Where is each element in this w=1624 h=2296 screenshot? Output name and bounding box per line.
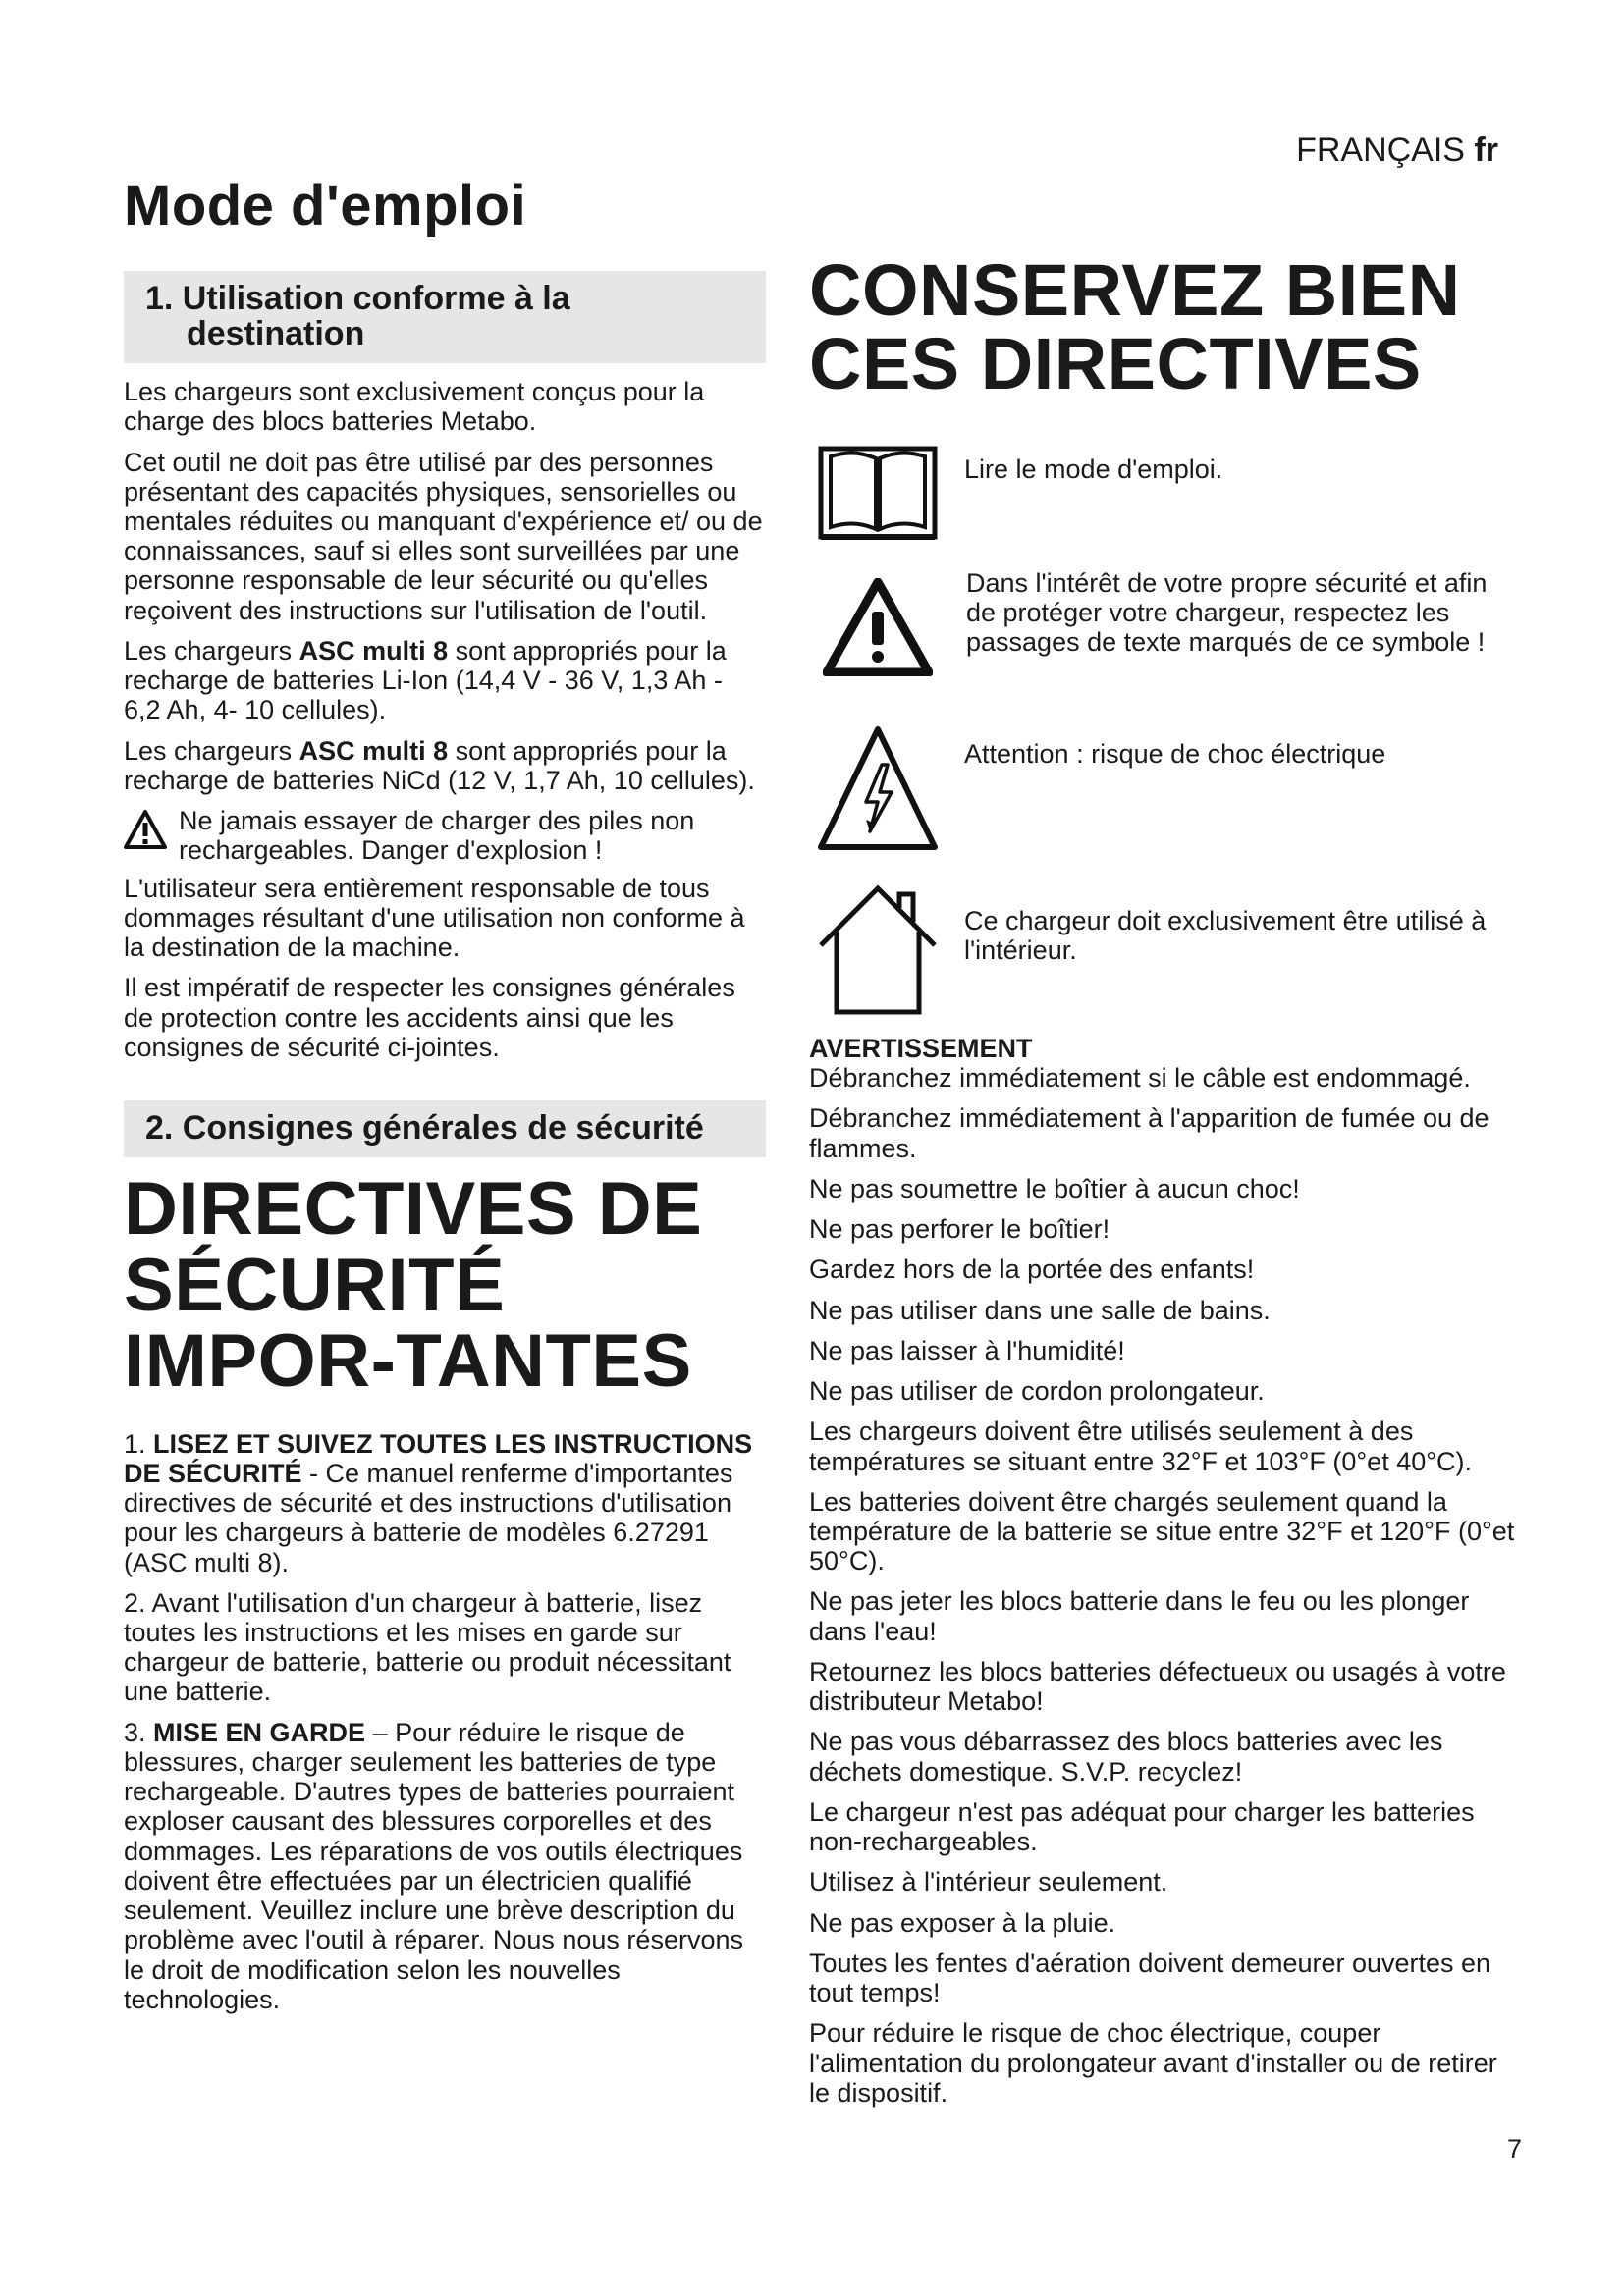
warning-text: Ne jamais essayer de charger des piles non rechargeables. Danger d'explosion !: [179, 806, 695, 866]
warning-list-item: Ne pas utiliser dans une salle de bains.: [809, 1295, 1271, 1325]
page-number: 7: [1506, 2134, 1522, 2163]
safety-directives-heading: DIRECTIVES DE SÉCURITÉ IMPOR-TANTES: [124, 1167, 703, 1404]
warning-list-item: Les batteries doivent être chargés seulement quand la température de la batterie se situe entre 32°F et 120°F (0°et 50°C).: [809, 1486, 1515, 1576]
warning-list-item: Débranchez immédiatement à l'apparition de fumée ou de flammes.: [809, 1103, 1489, 1163]
text: - Ce manuel renferme d'importantes directives de sécurité et des instructions d'utilisation pour les chargeurs à batterie de modèles 6.27291 (ASC multi 8).: [124, 1458, 733, 1577]
paragraph-responsibility: L'utilisateur sera entièrement responsable de tous dommages résultant d'une utilisation non conforme à la destination de la machine.: [124, 873, 745, 963]
language-name: FRANÇAIS: [1296, 132, 1465, 169]
section-2-box: [124, 1100, 766, 1157]
text: Les chargeurs: [124, 735, 299, 766]
warning-list-item: Retournez les blocs batteries défectueux ou usagés à votre distributeur Metabo!: [809, 1656, 1506, 1717]
warning-list-item: Ne pas exposer à la pluie.: [809, 1907, 1116, 1938]
paragraph-consignes: Il est impératif de respecter les consignes générales de protection contre les accidents ainsi que les consignes de sécurité ci-jointes.: [124, 973, 735, 1062]
text: Les chargeurs: [124, 635, 299, 666]
item-3: [124, 1718, 766, 2014]
keep-directives-heading: CONSERVEZ BIEN CES DIRECTIVES: [809, 249, 1461, 405]
text: 3.: [124, 1717, 154, 1747]
warning-list-item: Le chargeur n'est pas adéquat pour charger les batteries non-rechargeables.: [809, 1796, 1475, 1857]
warning-row: [124, 806, 766, 865]
symbol-warning: [809, 568, 1516, 706]
paragraph-nicd: [124, 736, 766, 795]
paragraph-purpose: Les chargeurs sont exclusivement conçus pour la charge des blocs batteries Metabo.: [124, 377, 705, 437]
house-icon: [815, 884, 941, 1016]
page-title: Mode d'emploi: [124, 174, 527, 238]
language-label: [1296, 132, 1498, 170]
section-1-box: [124, 271, 766, 363]
warning-list-item: Utilisez à l'intérieur seulement.: [809, 1867, 1168, 1897]
warning-heading: AVERTISSEMENT: [809, 1033, 1033, 1063]
model-name: ASC multi 8: [298, 635, 449, 666]
item-3-bold: MISE EN GARDE: [153, 1717, 366, 1747]
warning-list-item: Gardez hors de la portée des enfants!: [809, 1255, 1255, 1285]
paragraph-liion: [124, 636, 766, 725]
warning-list-item: Les chargeurs doivent être utilisés seulement à des températures se situant entre 32°F et 103°F (0°et 40°C).: [809, 1416, 1473, 1476]
item-2: 2. Avant l'utilisation d'un chargeur à batterie, lisez toutes les instructions et les mises en garde sur chargeur de batterie, batterie ou produit nécessitant une batterie.: [124, 1587, 731, 1707]
warning-list-item: Ne pas utiliser de cordon prolongateur.: [809, 1376, 1265, 1407]
left-column: [124, 271, 766, 2025]
section-1-heading: 1. Utilisation conforme à la destination: [145, 280, 570, 353]
text: sont appropriés pour la recharge de batteries Li-Ion (14,4 V - 36 V, 1,3 Ah - 6,2 Ah, 4- 10 cellules).: [124, 635, 727, 725]
symbol-text: Dans l'intérêt de votre propre sécurité et afin de protéger votre chargeur, respectez les passages de texte marqués de ce symbole !: [966, 567, 1488, 658]
warning-list: [809, 1063, 1516, 2108]
warning-list-item: Débranchez immédiatement si le câble est endommagé.: [809, 1063, 1471, 1094]
electric-shock-icon: [817, 725, 939, 851]
symbol-read-manual: [809, 441, 1516, 545]
warning-triangle-icon: [124, 810, 167, 849]
item-1-bold: LISEZ ET SUIVEZ TOUTES LES INSTRUCTIONS DE SÉCURITÉ: [124, 1428, 753, 1488]
book-icon: [817, 441, 939, 543]
section-2-heading: 2. Consignes générales de sécurité: [145, 1108, 704, 1147]
warning-list-item: Toutes les fentes d'aération doivent demeurer ouvertes en tout temps!: [809, 1948, 1491, 2008]
symbol-text: Ce chargeur doit exclusivement être utilisé à l'intérieur.: [964, 905, 1487, 966]
warning-list-item: Ne pas vous débarrassez des blocs batteries avec les déchets domestique. S.V.P. recyclez!: [809, 1727, 1443, 1787]
warning-list-item: Ne pas soumettre le boîtier à aucun choc!: [809, 1173, 1300, 1203]
warning-triangle-icon: [823, 578, 933, 676]
warning-list-item: Ne pas laisser à l'humidité!: [809, 1335, 1125, 1365]
text: sont appropriés pour la recharge de batteries NiCd (12 V, 1,7 Ah, 10 cellules).: [124, 735, 755, 795]
warning-list-item: Pour réduire le risque de choc électrique, couper l'alimentation du prolongateur avant d'installer ou de retirer le dispositif.: [809, 2018, 1497, 2108]
item-1: [124, 1429, 766, 1577]
symbol-indoor: [809, 884, 1516, 1020]
text: 1.: [124, 1428, 154, 1459]
model-name: ASC multi 8: [298, 735, 449, 766]
language-code: fr: [1474, 132, 1498, 169]
warning-list-item: Ne pas jeter les blocs batterie dans le feu ou les plonger dans l'eau!: [809, 1586, 1470, 1646]
symbol-text: Lire le mode d'emploi.: [964, 454, 1223, 484]
warning-list-item: Ne pas perforer le boîtier!: [809, 1214, 1110, 1245]
symbol-text: Attention : risque de choc électrique: [964, 738, 1386, 769]
right-column: [809, 249, 1516, 2118]
symbol-electric: [809, 725, 1516, 861]
text: – Pour réduire le risque de blessures, charger seulement les batteries de type rechargeable. D'autres types de batteries pourraient exploser causant des blessures corporelles et des dommages. Les réparations de vos outils électriques doivent être effectuées par un électricien qualifié seulement. Veuillez inclure une brève description du problème avec l'outil à réparer. Nous nous réservons le droit de modification selon les nouvelles technologies.: [124, 1717, 743, 2014]
paragraph-persons: Cet outil ne doit pas être utilisé par des personnes présentant des capacités physiques, sensorielles ou mentales réduites ou manquant d'expérience et/ ou de connaissances, sauf si elles sont surveillées par une personne responsable de leur sécurité ou qu'elles reçoivent des instructions sur l'utilisation de l'outil.: [124, 447, 763, 625]
